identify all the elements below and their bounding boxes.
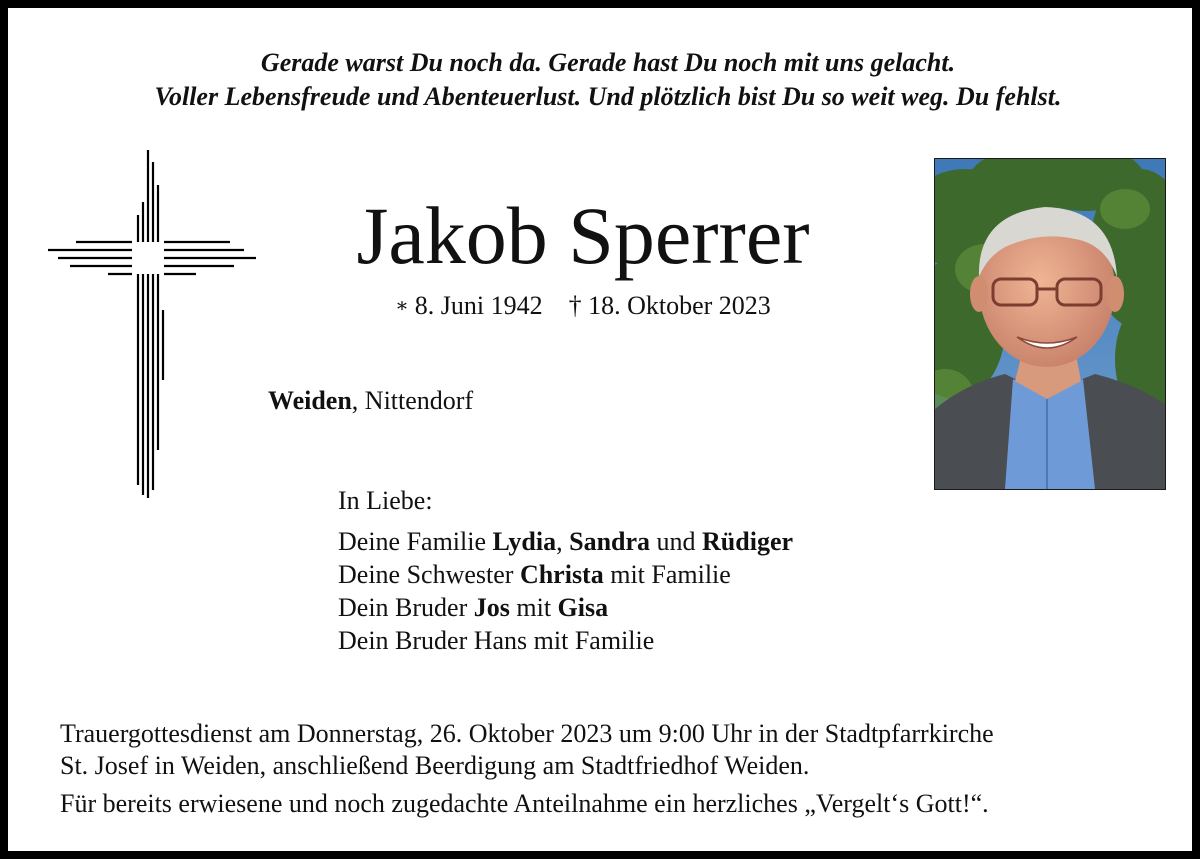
mourner-text: und [650,527,703,556]
birth-star-icon: ∗ [395,295,409,317]
service-line-1: Trauergottesdienst am Donnerstag, 26. Oktober 2023 um 9:00 Uhr in der Stadtpfarrkirche [60,719,994,748]
portrait-photo [934,158,1166,490]
mourner-text: Dein Bruder [338,593,474,622]
motto [8,46,1200,114]
place-rest: , Nittendorf [351,386,474,415]
mourner-text: Deine Schwester [338,560,520,589]
mourner-line [338,558,793,591]
motto-line-1: Gerade warst Du noch da. Gerade hast Du noch mit uns gelacht. [260,48,956,77]
mourner-name: Rüdiger [702,527,794,556]
mourner-line [338,624,793,657]
mourner-name: Sandra [569,527,651,556]
mourner-name: Lydia [492,527,557,556]
mourner-name: Christa [519,560,604,589]
mourner-lines [338,525,793,657]
mourner-text: , [556,527,570,556]
mourner-line [338,591,793,624]
mourner-text: mit [509,593,558,622]
mourner-name: Jos [473,593,510,622]
birth-date: 8. Juni 1942 [414,291,543,320]
motto-line-2: Voller Lebensfreude und Abenteuerlust. Und plötzlich bist Du so weit weg. Du fehlst. [154,82,1062,111]
mourners-intro: In Liebe: [338,486,433,515]
thanks-line: Für bereits erwiesene und noch zugedachte Anteilnahme ein herzliches „Vergelt‘s Gott!“. [60,789,989,818]
mourner-text: Deine Familie [338,527,493,556]
mourner-text: Dein Bruder Hans mit Familie [338,626,655,655]
deceased-name: Jakob Sperrer [356,190,810,281]
mourner-text: mit Familie [603,560,731,589]
death-cross-icon: † [568,291,582,320]
service-line-2: St. Josef in Weiden, anschließend Beerdigung am Stadtfriedhof Weiden. [60,751,810,780]
place-of-residence [268,386,473,416]
death-date: 18. Oktober 2023 [588,291,771,320]
mourner-name: Gisa [557,593,609,622]
mourners-list [338,484,793,657]
cross-icon [48,150,258,498]
life-dates [348,291,818,321]
funeral-info [60,718,1170,820]
place-main: Weiden [268,386,352,415]
mourner-line [338,525,793,558]
